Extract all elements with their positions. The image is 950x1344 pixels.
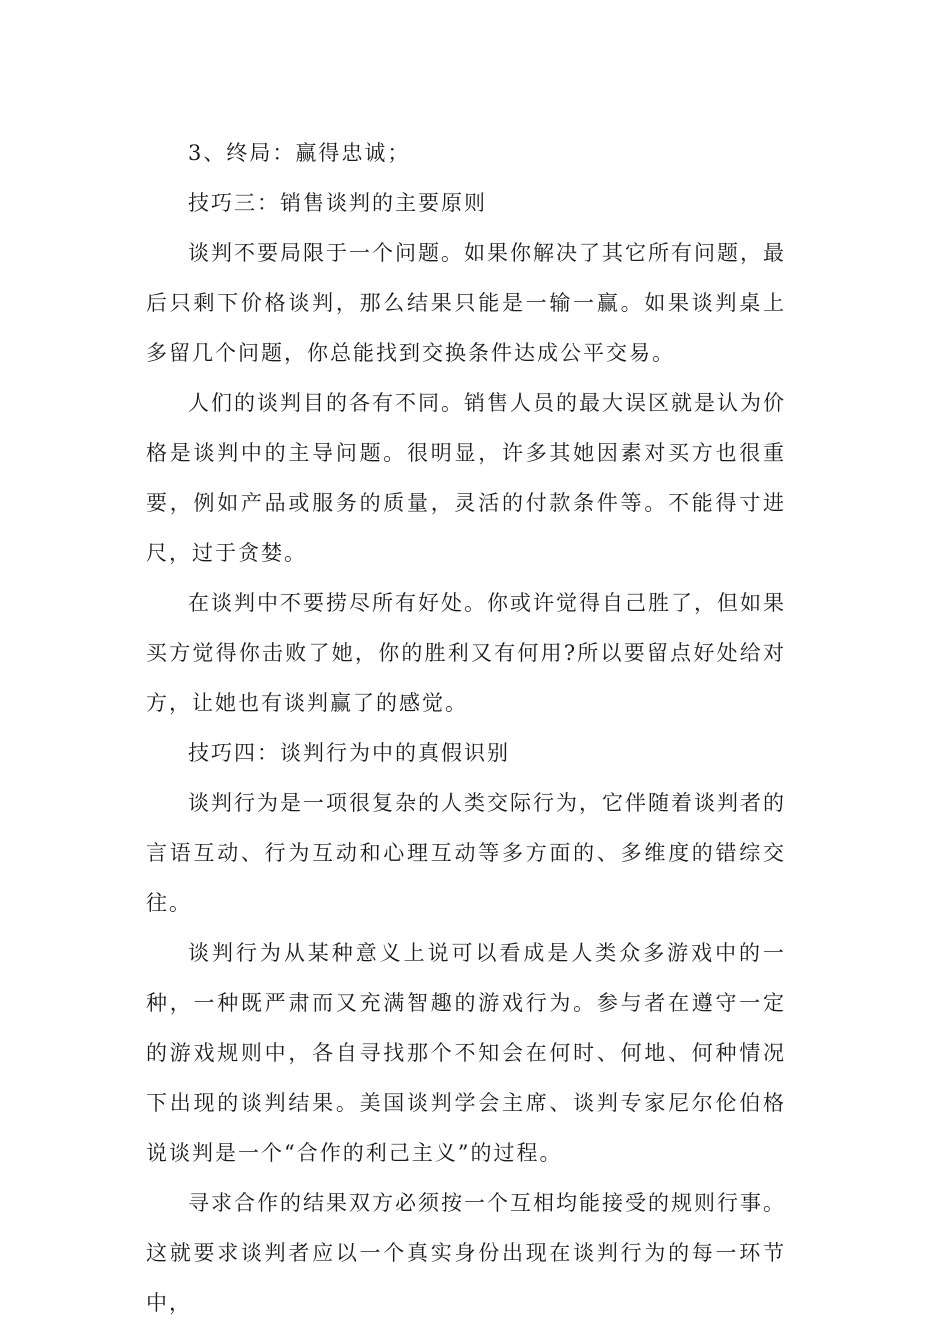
section-heading-tip-four: 技巧四：谈判行为中的真假识别 bbox=[188, 741, 510, 765]
body-paragraph: 在谈判中不要捞尽所有好处。你或许觉得自己胜了，但如果买方觉得你击败了她，你的胜利又有何用?所以要留点好处给对方，让她也有谈判赢了的感觉。 bbox=[146, 591, 786, 715]
body-paragraph: 谈判不要局限于一个问题。如果你解决了其它所有问题，最后只剩下价格谈判，那么结果只能是一输一赢。如果谈判桌上多留几个问题，你总能找到交换条件达成公平交易。 bbox=[146, 241, 786, 365]
body-paragraph: 谈判行为是一项很复杂的人类交际行为，它伴随着谈判者的言语互动、行为互动和心理互动等多方面的、多维度的错综交往。 bbox=[146, 791, 786, 915]
body-paragraph: 寻求合作的结果双方必须按一个互相均能接受的规则行事。这就要求谈判者应以一个真实身份出现在谈判行为的每一环节中， bbox=[146, 1191, 786, 1315]
body-paragraph: 谈判行为从某种意义上说可以看成是人类众多游戏中的一种，一种既严肃而又充满智趣的游戏行为。参与者在遵守一定的游戏规则中，各自寻找那个不知会在何时、何地、何种情况下出现的谈判结果。美国谈判学会主席、谈判专家尼尔伦伯格说谈判是一个“合作的利己主义”的过程。 bbox=[146, 941, 786, 1165]
section-heading-tip-three: 技巧三：销售谈判的主要原则 bbox=[188, 191, 487, 215]
document-body bbox=[146, 128, 786, 1328]
list-item-endgame: 3、终局：赢得忠诚； bbox=[188, 141, 411, 165]
body-paragraph: 人们的谈判目的各有不同。销售人员的最大误区就是认为价格是谈判中的主导问题。很明显，许多其她因素对买方也很重要，例如产品或服务的质量，灵活的付款条件等。不能得寸进尺，过于贪婪。 bbox=[146, 391, 786, 565]
